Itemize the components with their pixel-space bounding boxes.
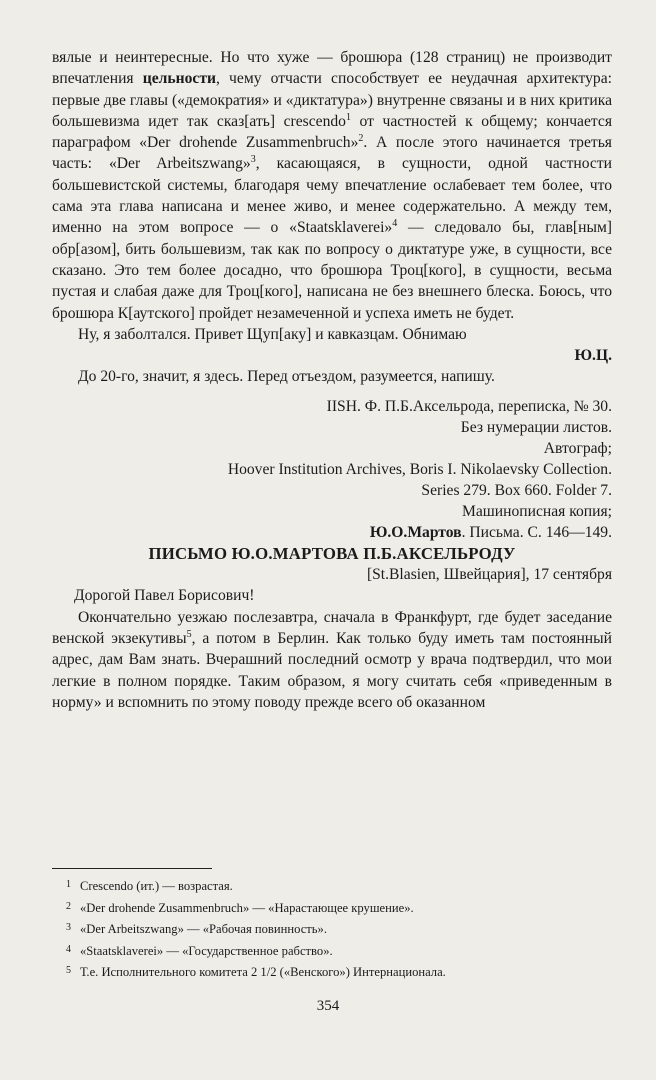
archive-references — [52, 396, 612, 543]
footnote-ref[interactable]: 3 — [250, 154, 256, 166]
page-number: 354 — [316, 998, 340, 1014]
footnote-number: 3 — [66, 922, 71, 934]
text-run: — следовало бы, глав[ным] обр[азом], бить большевизм, так как по вопросу о диктатуре уже, в сущности, все сказано. Это тем более досадно, что брошюра Троц[кого], в сущности, весьма пустая и слабая даже для Троц[кого], написана не без внешнего блеска. Боюсь, что брошюра К[аутского] пройдет незамеченной и успеха иметь не будет. — [52, 219, 613, 322]
footnote-number: 2 — [66, 900, 71, 912]
archive-ref-line: Series 279. Box 660. Folder 7. — [421, 481, 612, 499]
bold-word: цельности — [142, 70, 216, 88]
text-run: . А после этого начинается третья часть: «Der Arbeitszwang» — [52, 134, 612, 173]
publication-details: . Письма. С. 146—149. — [461, 523, 612, 541]
footnote — [66, 940, 606, 962]
text-run: , чему отчасти способствует ее неудачная архитектура: первые две главы («демократия» и «диктатура») внутренне связаны и в них критика большевизма идет так сказ[ать] crescendo — [52, 70, 612, 130]
letter-place-date: [St.Blasien, Швейцария], 17 сентября — [366, 566, 612, 584]
text-run: , а потом в Берлин. Как только буду иметь там постоянный адрес, дам Вам знать. Вчерашний последний осмотр у врача подтвердил, что мои легкие в полном порядке. Таким образом, я могу считать себя «приведенным в норму» и вспомнить по этому поводу прежде всего об оказанном — [52, 629, 612, 711]
letter-paragraph — [52, 607, 612, 713]
footnote-text: «Der drohende Zusammenbruch» — «Нарастающее крушение». — [80, 900, 414, 915]
footnote-ref[interactable]: 4 — [392, 218, 398, 230]
footnote-number: 5 — [66, 965, 71, 977]
archive-ref-line: Без нумерации листов. — [460, 418, 612, 436]
letter-greeting: Дорогой Павел Борисович! — [74, 587, 255, 605]
footnote — [66, 875, 606, 897]
archive-ref-line: Машинописная копия; — [461, 502, 612, 520]
archive-ref-line: Автограф; — [543, 439, 612, 457]
text-run: , касающаяся, в сущности, одной частности большевистской системы, благодаря чему впечатление ослабевает тем более, что сама эта глава написана и менее живо, и менее содержательно. А между тем, именно на этом вопросе — о «Staatsklaverei» — [52, 155, 613, 237]
text-run: Окончательно уезжаю послезавтра, сначала в Франкфурт, где будет заседание венской экзекутивы — [52, 608, 612, 647]
footnote-text: «Staatsklaverei» — «Государственное рабство». — [80, 943, 333, 958]
footnote-number: 4 — [66, 943, 71, 955]
paragraph-1 — [52, 47, 612, 324]
footnote-divider — [52, 868, 212, 869]
paragraph-2: Ну, я заболтался. Привет Щуп[аку] и кавказцам. Обнимаю — [78, 325, 467, 343]
footnote-text: Т.е. Исполнительного комитета 2 1/2 («Венского») Интернационала. — [80, 965, 446, 980]
footnote-ref[interactable]: 5 — [186, 628, 192, 640]
signature: Ю.Ц. — [574, 347, 612, 365]
paragraph-3: До 20-го, значит, я здесь. Перед отъездом, разумеется, напишу. — [78, 368, 495, 386]
archive-ref-line: Hoover Institution Archives, Boris I. Nikolaevsky Collection. — [227, 460, 612, 478]
text-run: вялые и неинтересные. Но что хуже — брошюра (128 страниц) не производит впечатления — [52, 49, 612, 88]
footnotes — [66, 875, 606, 983]
footnote — [66, 897, 606, 919]
footnote-ref[interactable]: 2 — [358, 133, 364, 144]
main-text — [52, 47, 612, 713]
footnote-number: 1 — [66, 879, 71, 890]
footnote — [66, 918, 606, 940]
letter-title: ПИСЬМО Ю.О.МАРТОВА П.Б.АКСЕЛЬРОДУ — [148, 543, 516, 563]
publication-ref — [52, 522, 612, 543]
publication-author: Ю.О.Мартов — [369, 523, 462, 541]
footnote-text: «Der Arbeitszwang» — «Рабочая повинность». — [80, 922, 327, 937]
footnote-text: Crescendo (ит.) — возрастая. — [80, 879, 233, 893]
archive-ref-line: IISH. Ф. П.Б.Аксельрода, переписка, № 30. — [326, 397, 612, 415]
footnote-ref[interactable]: 1 — [345, 111, 351, 123]
footnote — [66, 961, 606, 983]
text-run: от частностей к общему; кончается параграфом «Der drohende Zusammenbruch» — [52, 112, 613, 152]
